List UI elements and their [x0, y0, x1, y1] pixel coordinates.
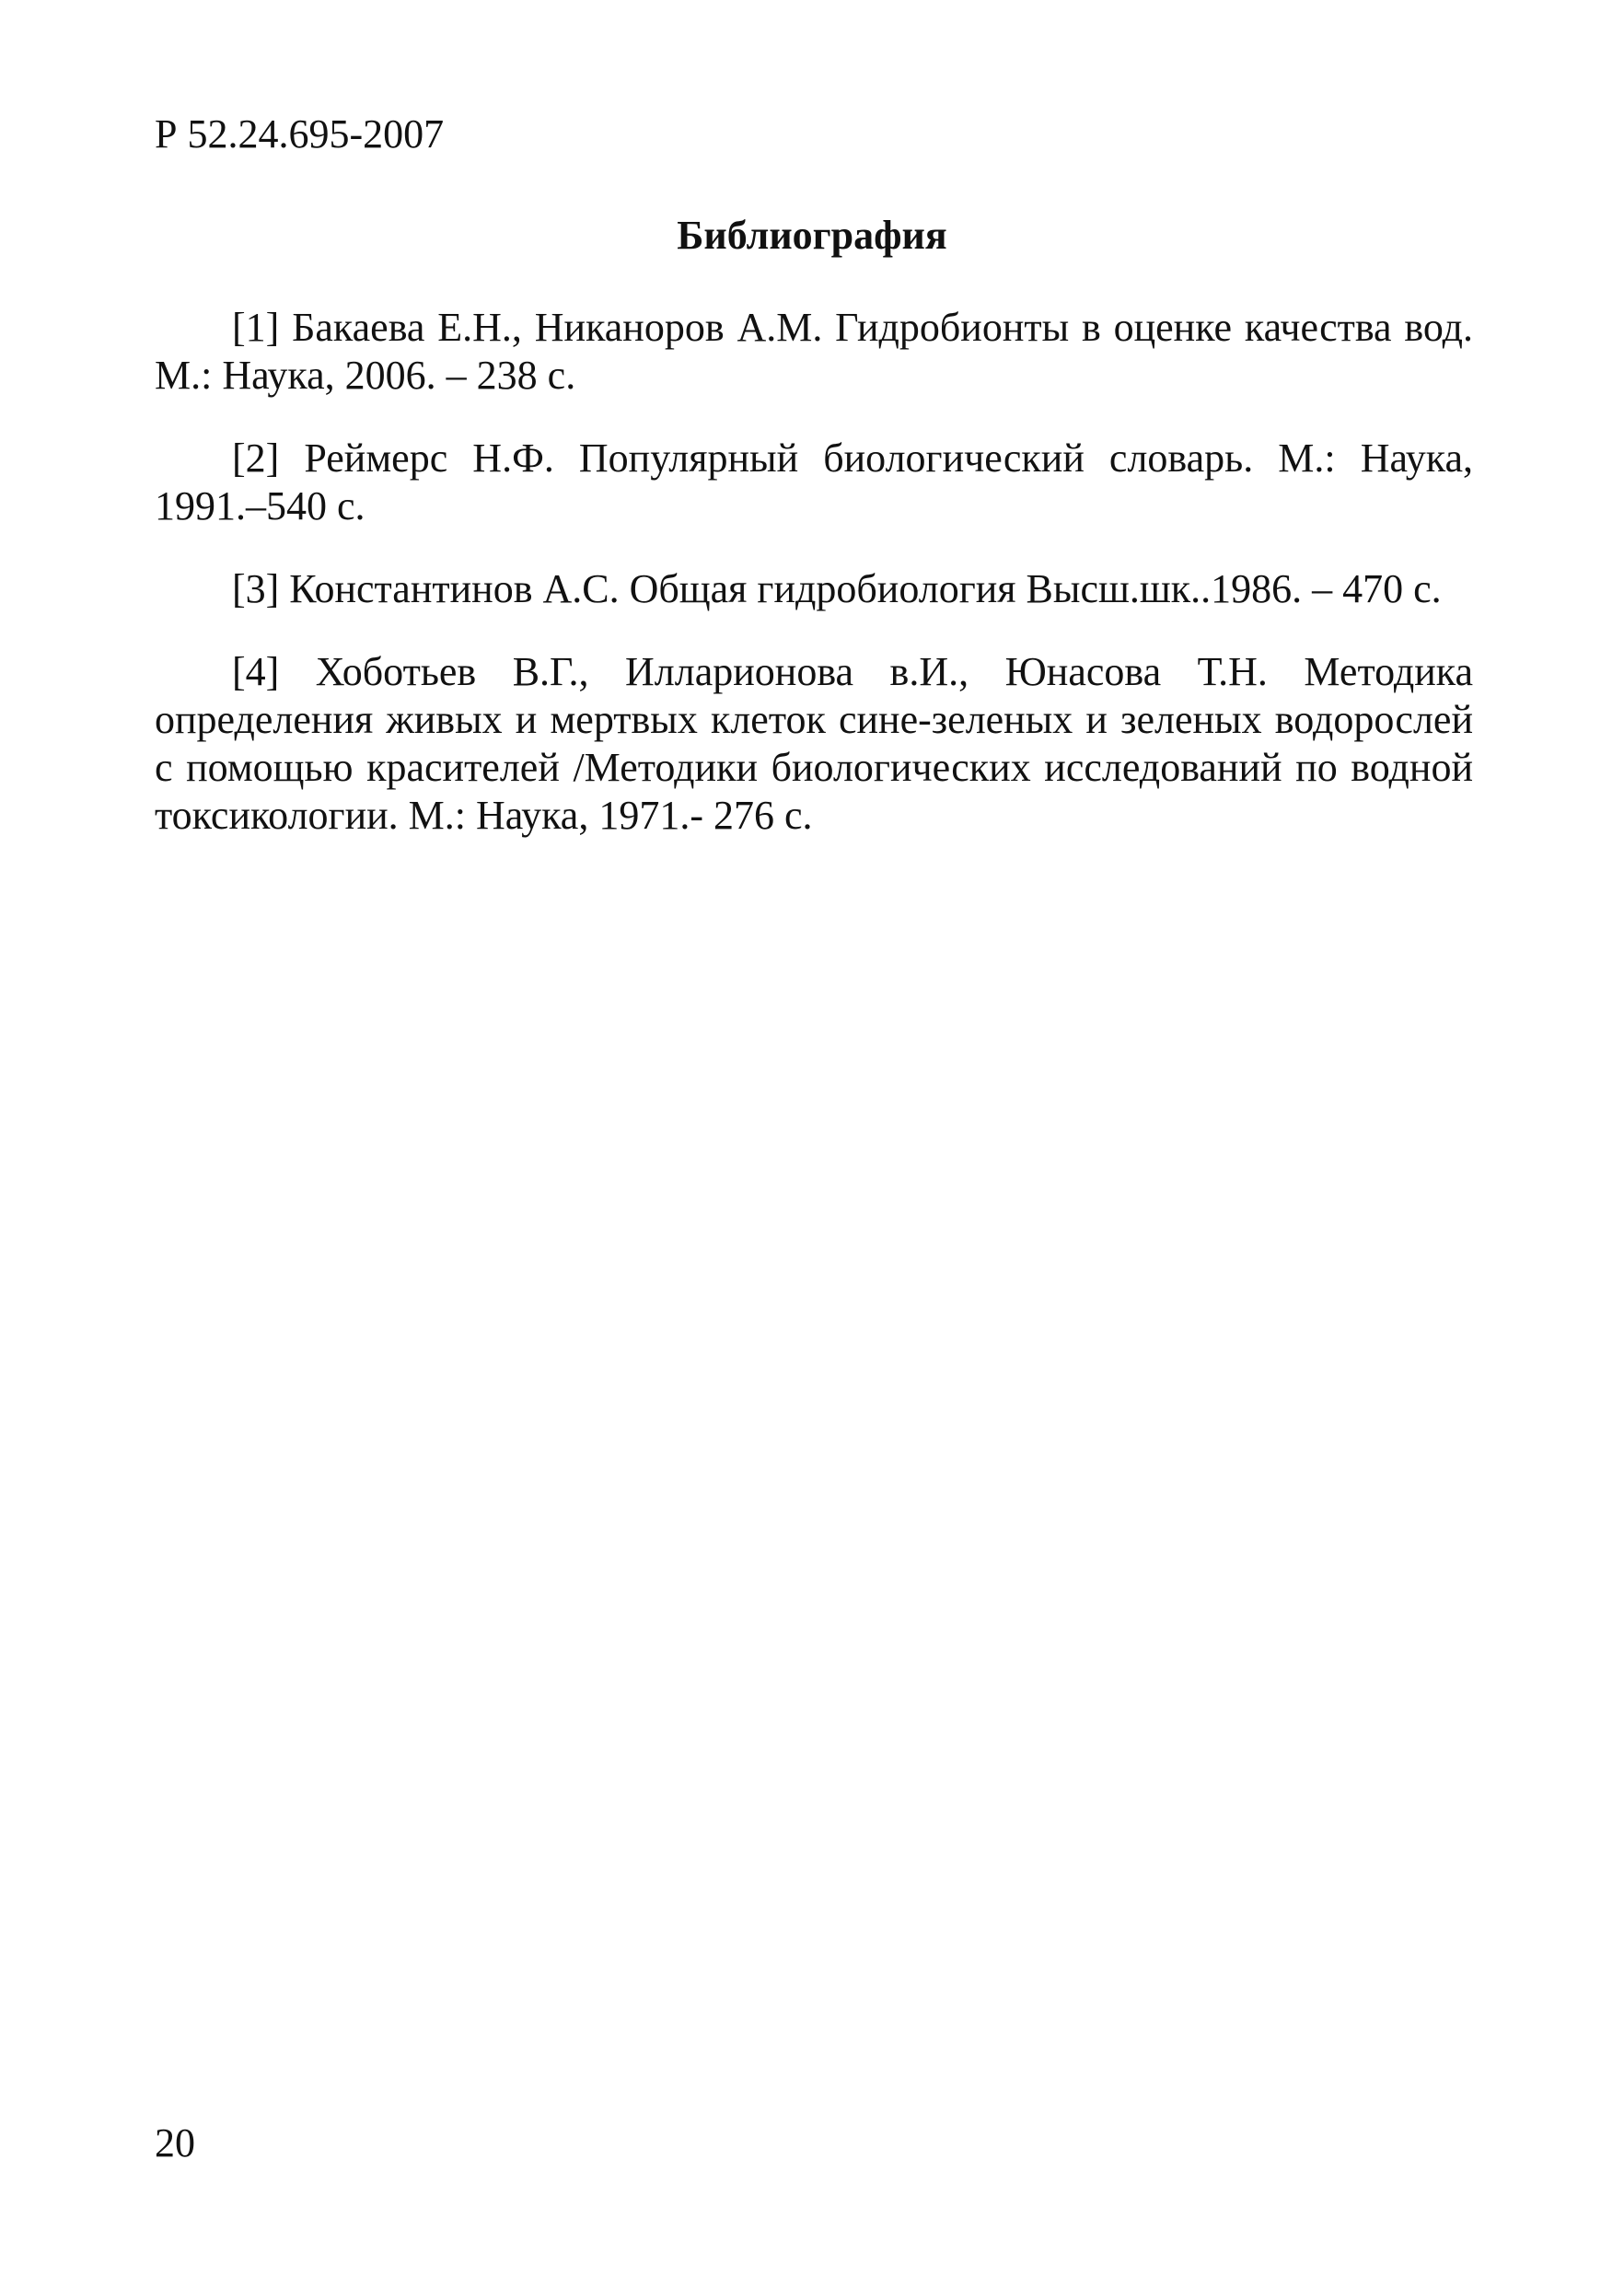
section-title: Библиография — [677, 213, 947, 258]
bibliography-entry: [4] Хоботьев В.Г., Илларионова в.И., Юнасова Т.Н. Методика определения живых и мертвых клеток сине-зеленых и зеленых водорослей с помощью красителей /Методики биологических исследований по водной токсикологии. М.: Наука, 1971.- 276 с. — [155, 649, 1473, 838]
bibliography-entry: [3] Константинов А.С. Общая гидробиология Высш.шк..1986. – 470 с. — [232, 566, 1442, 611]
bibliography-entry: [1] Бакаева Е.Н., Никаноров А.М. Гидробионты в оценке качества вод. М.: Наука, 2006. – 238 с. — [155, 305, 1473, 398]
document-code: Р 52.24.695-2007 — [155, 111, 445, 157]
bibliography-list — [155, 304, 1473, 875]
bibliography-entry: [2] Реймерс Н.Ф. Популярный биологический словарь. М.: Наука, 1991.–540 с. — [155, 435, 1473, 528]
page-number: 20 — [155, 2120, 195, 2165]
